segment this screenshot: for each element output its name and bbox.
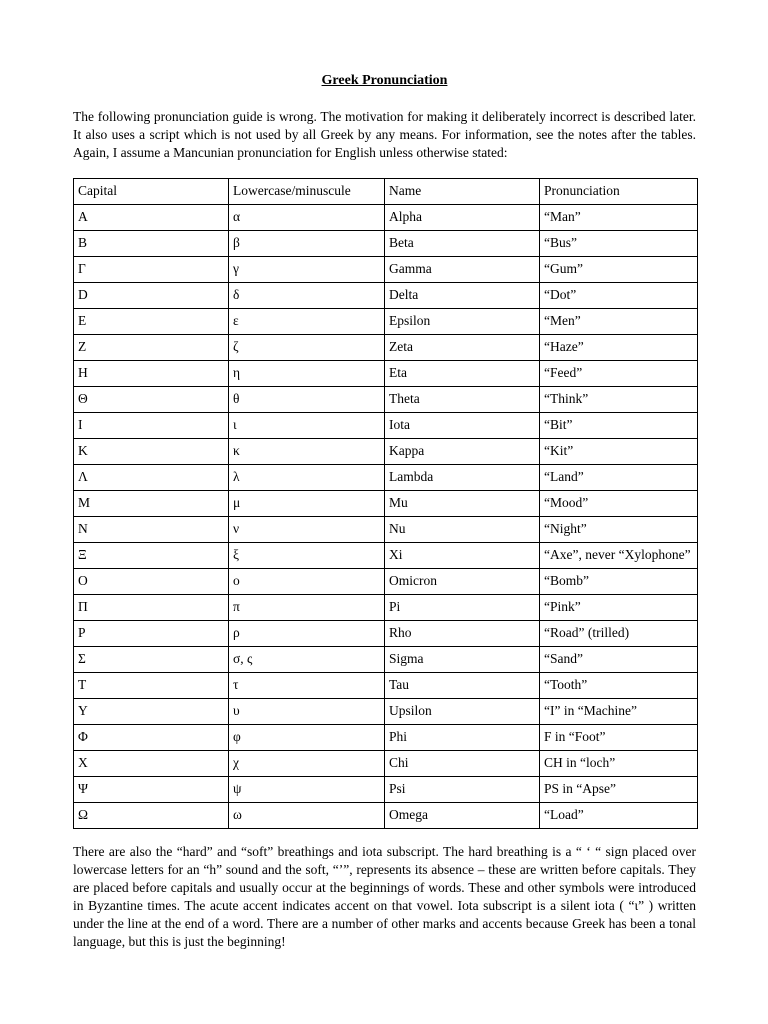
name-cell: Mu <box>385 491 540 517</box>
pronunciation-cell: “Haze” <box>540 335 698 361</box>
capital-cell: Β <box>74 231 229 257</box>
table-row <box>74 777 698 803</box>
name-cell: Omicron <box>385 569 540 595</box>
pronunciation-cell: “I” in “Machine” <box>540 699 698 725</box>
table-row <box>74 257 698 283</box>
lowercase-cell: σ, ς <box>229 647 385 673</box>
pronunciation-cell: “Think” <box>540 387 698 413</box>
lowercase-cell: τ <box>229 673 385 699</box>
pronunciation-cell: F in “Foot” <box>540 725 698 751</box>
name-cell: Alpha <box>385 205 540 231</box>
capital-cell: Χ <box>74 751 229 777</box>
table-row <box>74 595 698 621</box>
name-cell: Upsilon <box>385 699 540 725</box>
lowercase-cell: φ <box>229 725 385 751</box>
name-cell: Eta <box>385 361 540 387</box>
capital-cell: Ν <box>74 517 229 543</box>
capital-cell: Σ <box>74 647 229 673</box>
name-cell: Sigma <box>385 647 540 673</box>
capital-cell: Α <box>74 205 229 231</box>
table-row <box>74 439 698 465</box>
capital-cell: Ξ <box>74 543 229 569</box>
table-row <box>74 491 698 517</box>
table-row <box>74 387 698 413</box>
pronunciation-cell: “Mood” <box>540 491 698 517</box>
table-header-row <box>74 179 698 205</box>
capital-cell: Ω <box>74 803 229 829</box>
table-row <box>74 699 698 725</box>
lowercase-cell: ξ <box>229 543 385 569</box>
table-row <box>74 621 698 647</box>
pronunciation-cell: “Bus” <box>540 231 698 257</box>
name-cell: Delta <box>385 283 540 309</box>
name-cell: Psi <box>385 777 540 803</box>
lowercase-cell: ψ <box>229 777 385 803</box>
lowercase-cell: υ <box>229 699 385 725</box>
name-cell: Iota <box>385 413 540 439</box>
capital-cell: Γ <box>74 257 229 283</box>
name-cell: Theta <box>385 387 540 413</box>
capital-cell: Η <box>74 361 229 387</box>
document-page <box>73 72 696 951</box>
lowercase-cell: ο <box>229 569 385 595</box>
table-row <box>74 803 698 829</box>
table-row <box>74 205 698 231</box>
lowercase-cell: ε <box>229 309 385 335</box>
table-body <box>74 205 698 829</box>
column-header-pronunciation: Pronunciation <box>540 179 698 205</box>
name-cell: Tau <box>385 673 540 699</box>
table-row <box>74 309 698 335</box>
table-row <box>74 673 698 699</box>
name-cell: Gamma <box>385 257 540 283</box>
capital-cell: Ψ <box>74 777 229 803</box>
lowercase-cell: ν <box>229 517 385 543</box>
lowercase-cell: χ <box>229 751 385 777</box>
pronunciation-cell: CH in “loch” <box>540 751 698 777</box>
table-row <box>74 465 698 491</box>
name-cell: Lambda <box>385 465 540 491</box>
lowercase-cell: ι <box>229 413 385 439</box>
lowercase-cell: η <box>229 361 385 387</box>
table-row <box>74 517 698 543</box>
name-cell: Pi <box>385 595 540 621</box>
capital-cell: Μ <box>74 491 229 517</box>
table-row <box>74 361 698 387</box>
capital-cell: Φ <box>74 725 229 751</box>
column-header-lowercase: Lowercase/minuscule <box>229 179 385 205</box>
lowercase-cell: μ <box>229 491 385 517</box>
capital-cell: Ο <box>74 569 229 595</box>
lowercase-cell: ω <box>229 803 385 829</box>
capital-cell: D <box>74 283 229 309</box>
lowercase-cell: λ <box>229 465 385 491</box>
name-cell: Beta <box>385 231 540 257</box>
lowercase-cell: β <box>229 231 385 257</box>
pronunciation-cell: “Axe”, never “Xylophone” <box>540 543 698 569</box>
capital-cell: Ι <box>74 413 229 439</box>
capital-cell: Υ <box>74 699 229 725</box>
page-title: Greek Pronunciation <box>321 73 448 88</box>
lowercase-cell: γ <box>229 257 385 283</box>
name-cell: Rho <box>385 621 540 647</box>
table-row <box>74 335 698 361</box>
pronunciation-cell: “Kit” <box>540 439 698 465</box>
column-header-name: Name <box>385 179 540 205</box>
table-row <box>74 543 698 569</box>
name-cell: Epsilon <box>385 309 540 335</box>
notes-paragraph: There are also the “hard” and “soft” breathings and iota subscript. The hard breathing is a “ ‘ “ sign placed over lowercase letters for an “h” sound and the soft, “’”, represents its absence – these are written before capitals. They are placed before capitals and usually occur at the beginnings of words. These and other symbols were introduced in Byzantine times. The acute accent indicates accent on that vowel. Iota subscript is a silent iota ( “ι” ) written under the line at the end of a word. There are a number of other marks and accents because Greek has been a tonal language, but this is just the beginning! <box>73 844 696 949</box>
lowercase-cell: δ <box>229 283 385 309</box>
lowercase-cell: ζ <box>229 335 385 361</box>
name-cell: Chi <box>385 751 540 777</box>
name-cell: Xi <box>385 543 540 569</box>
table-row <box>74 569 698 595</box>
pronunciation-cell: “Sand” <box>540 647 698 673</box>
capital-cell: Λ <box>74 465 229 491</box>
pronunciation-cell: “Load” <box>540 803 698 829</box>
table-row <box>74 413 698 439</box>
capital-cell: Ρ <box>74 621 229 647</box>
name-cell: Phi <box>385 725 540 751</box>
pronunciation-cell: “Bomb” <box>540 569 698 595</box>
table-row <box>74 283 698 309</box>
name-cell: Zeta <box>385 335 540 361</box>
table-row <box>74 647 698 673</box>
pronunciation-cell: “Road” (trilled) <box>540 621 698 647</box>
table-row <box>74 231 698 257</box>
table-row <box>74 751 698 777</box>
capital-cell: Θ <box>74 387 229 413</box>
capital-cell: Π <box>74 595 229 621</box>
name-cell: Kappa <box>385 439 540 465</box>
lowercase-cell: κ <box>229 439 385 465</box>
capital-cell: Ε <box>74 309 229 335</box>
lowercase-cell: α <box>229 205 385 231</box>
lowercase-cell: ρ <box>229 621 385 647</box>
pronunciation-cell: PS in “Apse” <box>540 777 698 803</box>
table-row <box>74 725 698 751</box>
lowercase-cell: θ <box>229 387 385 413</box>
pronunciation-cell: “Land” <box>540 465 698 491</box>
pronunciation-cell: “Bit” <box>540 413 698 439</box>
name-cell: Omega <box>385 803 540 829</box>
pronunciation-cell: “Pink” <box>540 595 698 621</box>
pronunciation-cell: “Dot” <box>540 283 698 309</box>
pronunciation-cell: “Feed” <box>540 361 698 387</box>
intro-paragraph: The following pronunciation guide is wrong. The motivation for making it deliberately incorrect is described later. It also uses a script which is not used by all Greek by any means. For information, see the notes after the tables. Again, I assume a Mancunian pronunciation for English unless otherwise stated: <box>73 109 696 160</box>
pronunciation-cell: “Tooth” <box>540 673 698 699</box>
capital-cell: Τ <box>74 673 229 699</box>
capital-cell: Κ <box>74 439 229 465</box>
pronunciation-table <box>73 178 698 829</box>
pronunciation-cell: “Man” <box>540 205 698 231</box>
column-header-capital: Capital <box>74 179 229 205</box>
pronunciation-cell: “Men” <box>540 309 698 335</box>
pronunciation-cell: “Gum” <box>540 257 698 283</box>
lowercase-cell: π <box>229 595 385 621</box>
pronunciation-cell: “Night” <box>540 517 698 543</box>
capital-cell: Ζ <box>74 335 229 361</box>
name-cell: Nu <box>385 517 540 543</box>
